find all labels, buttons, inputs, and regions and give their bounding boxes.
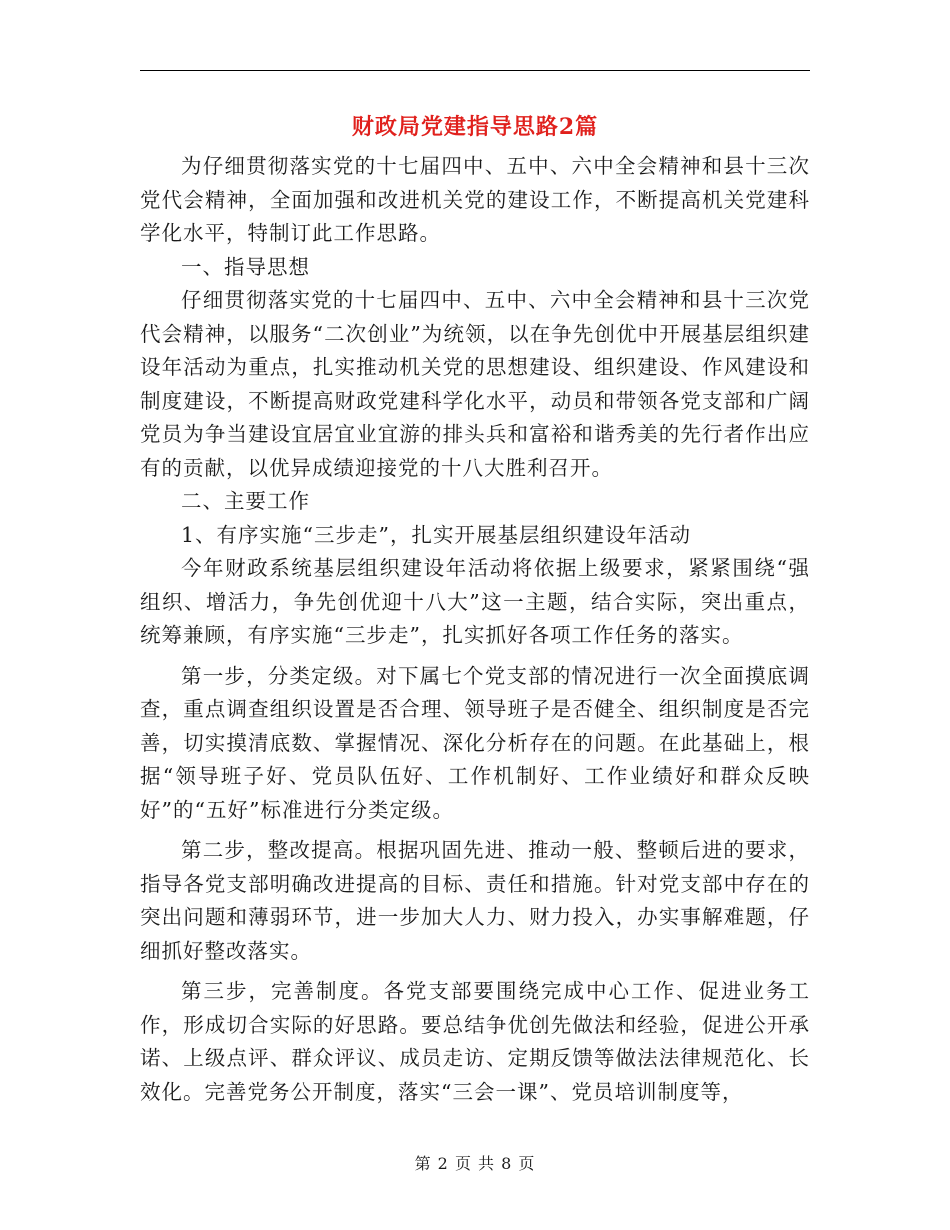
section-heading: 二、主要工作: [181, 489, 310, 513]
body-paragraph: 第一步，分类定级。对下属七个党支部的情况进行一次全面摸底调查，重点调查组织设置是否合理、领导班子是否健全、组织制度是否完善，切实摸清底数、掌握情况、深化分析存在的问题。在此基础上，根据“领导班子好、党员队伍好、工作机制好、工作业绩好和群众反映好”的“五好”标准进行分类定级。: [140, 663, 810, 822]
body-paragraph: 为仔细贯彻落实党的十七届四中、五中、六中全会精神和县十三次党代会精神，全面加强和改进机关党的建设工作，不断提高机关党建科学化水平，特制订此工作思路。: [140, 154, 810, 245]
total-pages-number: 8: [501, 1154, 513, 1173]
body-paragraph: 第三步，完善制度。各党支部要围绕完成中心工作、促进业务工作，形成切合实际的好思路。要总结争优创先做法和经验，促进公开承诺、上级点评、群众评议、成员走访、定期反馈等做法法律规范化、长效化。完善党务公开制度，落实“三会一课”、党员培训制度等，: [140, 979, 810, 1104]
body-paragraph: 第二步，整改提高。根据巩固先进、推动一般、整顿后进的要求，指导各党支部明确改进提高的目标、责任和措施。针对党支部中存在的突出问题和薄弱环节，进一步加大人力、财力投入，办实事解难题，仔细抓好整改落实。: [140, 838, 810, 963]
footer-prefix: 第: [414, 1154, 432, 1173]
header-rule: [140, 70, 810, 71]
page-footer: [0, 1153, 950, 1175]
footer-suffix: 页: [518, 1154, 536, 1173]
document-title: 财政局党建指导思路2篇: [351, 114, 599, 140]
body-paragraph: 仔细贯彻落实党的十七届四中、五中、六中全会精神和县十三次党代会精神，以服务“二次创业”为统领，以在争先创优中开展基层组织建设年活动为重点，扎实推动机关党的思想建设、组织建设、作风建设和制度建设，不断提高财政党建科学化水平，动员和带领各党支部和广阔党员为争当建设宜居宜业宜游的排头兵和富裕和谐秀美的先行者作出应有的贡献，以优异成绩迎接党的十八大胜利召开。: [140, 288, 810, 480]
document-body: [140, 150, 810, 1109]
section-heading: 一、指导思想: [181, 254, 310, 279]
subsection-heading: 1、有序实施“三步走”，扎实开展基层组织建设年活动: [181, 522, 692, 547]
current-page-number: 2: [437, 1154, 449, 1173]
footer-middle: 页 共: [454, 1154, 496, 1173]
body-paragraph: 今年财政系统基层组织建设年活动将依据上级要求，紧紧围绕“强组织、增活力，争先创优迎十八大”这一主题，结合实际，突出重点，统筹兼顾，有序实施“三步走”，扎实抓好各项工作任务的落实。: [140, 556, 810, 647]
